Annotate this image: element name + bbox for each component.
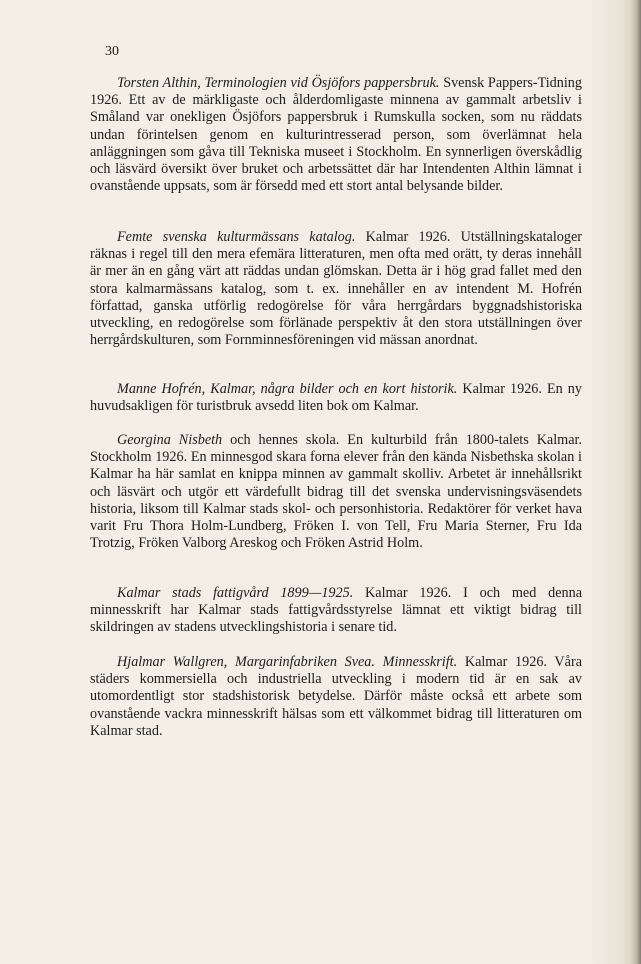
page-edge-shadow (631, 0, 641, 964)
review-entry (90, 432, 582, 552)
entry-text: Kalmar 1926. I och med denna minnesskrift har Kalmar stads fattigvårdsstyrelse lämnat ett viktigt bidrag till skildringen av stadens utvecklingshistoria i senare tid. (90, 585, 582, 636)
entry-title: Georgina Nisbeth (117, 432, 223, 448)
review-entry (90, 381, 582, 415)
review-entry (90, 654, 582, 740)
review-entry (90, 585, 582, 637)
entry-text: och hennes skola. En kulturbild från 1800-talets Kalmar. Stockholm 1926. En minnesgod skara forna elever från den kända Nisbethska skolan i Kalmar ha här samlat en knippa minnen av gammalt skolliv. Arbetet är innehållsrikt och läsvärt och utgör ett värdefullt bidrag till det svenska undervisningsväsendets historia, liksom till Kalmar stads skol- och personhistoria. Redaktörer för verket hava varit Fru Thora Holm-Lundberg, Fröken I. von Tell, Fru Maria Sterner, Fru Ida Trotzig, Fröken Valborg Areskog och Fröken Astrid Holm. (90, 432, 582, 552)
entry-title: Kalmar stads fattigvård 1899—1925. (117, 585, 354, 601)
review-entry (90, 229, 582, 349)
entry-text: Kalmar 1926. Våra städers kommersiella och industriella utveckling i modern tid är en sak av utomordentligt stor stadshistorisk betydelse. Därför måste också ett arbete som ovanstående vackra minnesskrift hälsas som ett välkommet bidrag till litteraturen om Kalmar stad. (90, 654, 582, 739)
entry-text: Kalmar 1926. En ny huvudsakligen för turistbruk avsedd liten bok om Kalmar. (90, 381, 582, 415)
entry-title: Femte svenska kulturmässans katalog. (117, 229, 356, 245)
entry-title: Hjalmar Wallgren, Margarinfabriken Svea. Minnesskrift. (117, 654, 458, 670)
entry-title: Manne Hofrén, Kalmar, några bilder och en kort historik. (117, 381, 458, 397)
entry-title: Torsten Althin, Terminologien vid Ösjöfors pappersbruk. (117, 75, 440, 91)
page-number: 30 (105, 44, 119, 59)
entry-text: Kalmar 1926. Utställningskataloger räknas i regel till den mera efemära litteraturen, men ofta med orätt, ty deras innehåll är mer än en gång värt att räddas undan glömskan. Detta är i hög grad fallet med den stora kalmarmässans katalog, som t. ex. innehåller en av intendent M. Hofrén författad, ganska utförlig redogörelse för våra herrgårdars byggnadshistoriska utveckling, en redogörelse som förlänade perspektiv åt den stora utställningen över herrgårdskulturen, som Fornminnesföreningen vid mässan anordnat. (90, 229, 582, 349)
entry-text: Svensk Pappers-Tidning 1926. Ett av de märkligaste och ålderdomligaste minnena av gammalt arbetsliv i Småland var onekligen Ösjöfors pappersbruk i Rumskulla socken, som nu räddats undan förintelsen genom en kulturintresserad person, som överlämnat hela anläggningen som gåva till Tekniska museet i Stockholm. En synnerligen överskådlig och läsvärd översikt över bruket och arbetssättet där har Intendenten Althin lämnat i ovanstående uppsats, som är försedd med ett stort antal belysande bilder. (90, 75, 582, 195)
review-entry (90, 75, 582, 195)
